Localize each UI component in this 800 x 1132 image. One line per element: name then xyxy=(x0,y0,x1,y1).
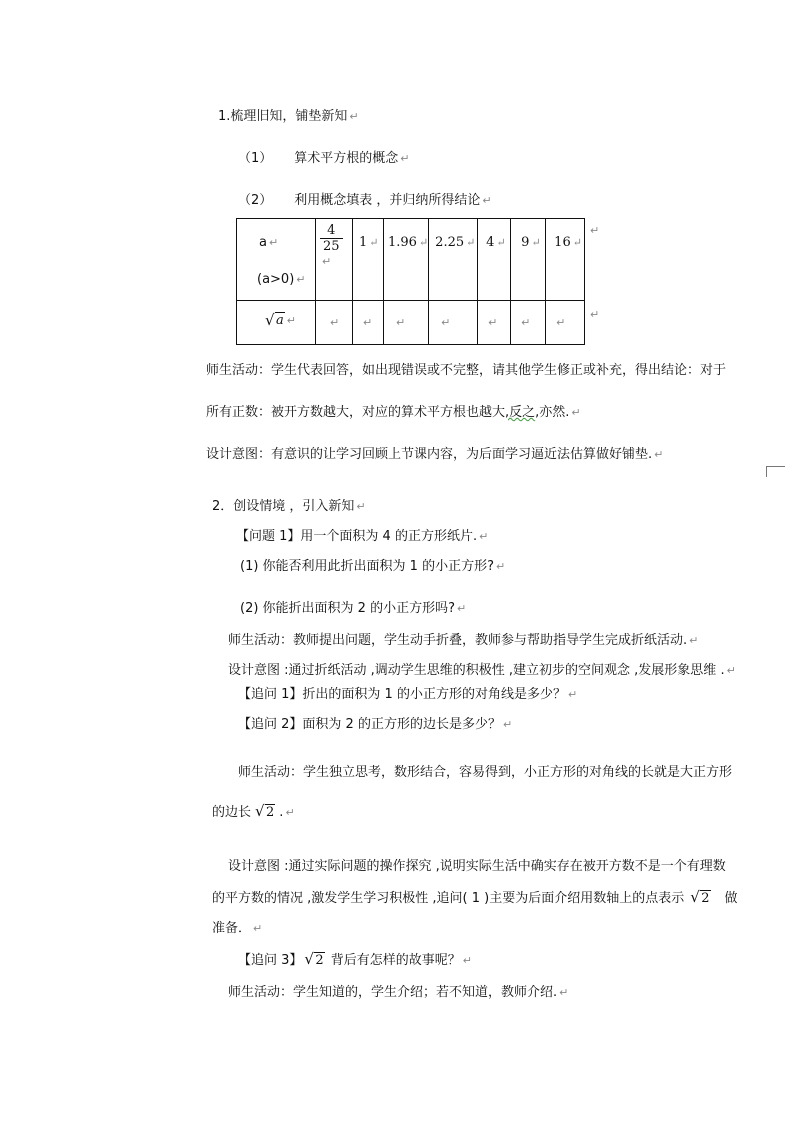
table-cell-value: 9 ↵ xyxy=(511,219,546,301)
section2-activity2-line2: 的边长 √ 2 . ↵ xyxy=(212,804,295,822)
table-cell-empty xyxy=(316,301,353,345)
paragraph-mark-icon xyxy=(296,273,305,286)
row-end-mark xyxy=(588,222,599,240)
table-cell-empty xyxy=(353,301,384,345)
paragraph-mark-icon xyxy=(590,224,599,237)
fraction: $\frac{4}{25}$ xyxy=(320,223,343,254)
sqrt-symbol: √ 2 xyxy=(690,888,710,906)
paragraph-mark-icon xyxy=(479,530,488,543)
paragraph-mark-icon xyxy=(482,194,491,207)
paragraph-mark-icon xyxy=(496,236,505,249)
problem1-sub2: (2) 你能折出面积为 2 的小正方形吗? ↵ xyxy=(240,600,466,618)
paragraph-mark-icon xyxy=(349,110,358,123)
table-cell-value: 16 ↵ xyxy=(546,219,585,301)
sqrt-symbol: √ a xyxy=(265,311,284,329)
table-cell-a-label: a ↵ (a>0) ↵ xyxy=(237,219,316,301)
section2-design2-line1: 设计意图 :通过实际问题的操作探究 ,说明实际生活中确实存在被开方数不是一个有理数 xyxy=(228,859,726,874)
paragraph-mark-icon xyxy=(463,954,472,967)
followup2: 【追问 2】面积为 2 的正方形的边长是多少？ ↵ xyxy=(238,716,512,734)
sqrt-symbol: √ 2 xyxy=(304,950,324,968)
section2-design1: 设计意图 :通过折纸活动 ,调动学生思维的积极性 ,建立初步的空间观念 ,发展形象思维 . ↵ xyxy=(228,662,736,680)
paragraph-mark-icon xyxy=(356,500,365,513)
followup3: 【追问 3】 √ 2 背后有怎样的故事呢？ ↵ xyxy=(238,952,472,970)
paragraph-mark-icon xyxy=(330,316,339,329)
table-row xyxy=(237,219,585,301)
table-cell-value: 2.25 ↵ xyxy=(429,219,478,301)
paragraph-mark-icon xyxy=(363,316,372,329)
paragraph-mark-icon xyxy=(571,406,580,419)
paragraph-mark-icon xyxy=(654,448,663,461)
paragraph-mark-icon xyxy=(556,316,565,329)
paragraph-mark-icon xyxy=(287,314,296,327)
section1-design-intent: 设计意图：有意识的让学习回顾上节课内容，为后面学习逼近法估算做好铺垫. ↵ xyxy=(206,446,663,464)
section2-activity2-line1: 师生活动：学生独立思考，数形结合，容易得到，小正方形的对角线的长就是大正方形 xyxy=(238,765,733,780)
table-cell-value: 4 ↵ xyxy=(478,219,511,301)
section1-heading: 1.梳理旧知，铺垫新知 ↵ xyxy=(218,108,359,126)
paragraph-mark-icon xyxy=(521,316,530,329)
paragraph-mark-icon xyxy=(689,634,698,647)
table-cell-value: 1.96 ↵ xyxy=(384,219,429,301)
section2-heading: 2．创设情境 ，引入新知 ↵ xyxy=(212,498,366,516)
paragraph-mark-icon xyxy=(419,236,428,249)
paragraph-mark-icon xyxy=(559,986,568,999)
table-cell-sqrt-label xyxy=(237,301,316,345)
paragraph-mark-icon xyxy=(369,236,378,249)
margin-corner-mark xyxy=(766,466,785,477)
paragraph-mark-icon xyxy=(441,316,450,329)
problem1: 【问题 1】用一个面积为 4 的正方形纸片. ↵ xyxy=(236,528,488,546)
table-cell-empty xyxy=(429,301,478,345)
section1-item2: （2） 利用概念填表 ，并归纳所得结论 ↵ xyxy=(238,192,492,210)
paragraph-mark-icon xyxy=(322,255,331,268)
paragraph-mark-icon xyxy=(568,688,577,701)
paragraph-mark-icon xyxy=(531,236,540,249)
section2-activity1: 师生活动：教师提出问题，学生动手折叠，教师参与帮助指导学生完成折纸活动. ↵ xyxy=(228,632,698,650)
period-mark: . xyxy=(279,805,284,820)
table-cell-empty xyxy=(384,301,429,345)
paragraph-mark-icon xyxy=(396,316,405,329)
paragraph-mark-icon xyxy=(400,152,409,165)
sqrt-symbol: √ 2 xyxy=(255,802,275,820)
section1-item1: （1） 算术平方根的概念 ↵ xyxy=(238,150,410,168)
paragraph-mark-icon xyxy=(496,560,505,573)
values-table xyxy=(236,218,585,345)
table-cell-empty xyxy=(511,301,546,345)
table-cell-fraction xyxy=(316,219,353,301)
paragraph-mark-icon xyxy=(503,718,512,731)
section2-activity3: 师生活动：学生知道的，学生介绍；若不知道，教师介绍. ↵ xyxy=(228,984,568,1002)
section2-design2-line3: 准备． ↵ xyxy=(212,920,262,938)
paragraph-mark-icon xyxy=(269,236,278,249)
section2-design2-line2: 的平方数的情况 ,激发学生学习积极性 ,追问( 1 )主要为后面介绍用数轴上的点表示 √ 2 做 xyxy=(212,888,738,906)
followup1: 【追问 1】折出的面积为 1 的小正方形的对角线是多少？ ↵ xyxy=(238,686,577,704)
paragraph-mark-icon xyxy=(727,664,736,677)
table-cell-empty xyxy=(478,301,511,345)
row-end-mark xyxy=(588,306,599,324)
table-row xyxy=(237,301,585,345)
paragraph-mark-icon xyxy=(457,602,466,615)
paragraph-mark-icon xyxy=(573,236,582,249)
paragraph-mark-icon xyxy=(590,308,599,321)
section1-activity-line1: 师生活动：学生代表回答，如出现错误或不完整，请其他学生修正或补充，得出结论：对于 xyxy=(206,363,727,378)
paragraph-mark-icon xyxy=(488,316,497,329)
paragraph-mark-icon xyxy=(285,806,294,819)
paragraph-mark-icon xyxy=(253,922,262,935)
table-cell-value: 1 ↵ xyxy=(353,219,384,301)
paragraph-mark-icon xyxy=(466,236,475,249)
section1-activity-line2: 所有正数：被开方数越大，对应的算术平方根也越大,反之,亦然. ↵ xyxy=(206,404,581,422)
table-cell-empty xyxy=(546,301,585,345)
problem1-sub1: (1) 你能否利用此折出面积为 1 的小正方形? ↵ xyxy=(240,558,505,576)
